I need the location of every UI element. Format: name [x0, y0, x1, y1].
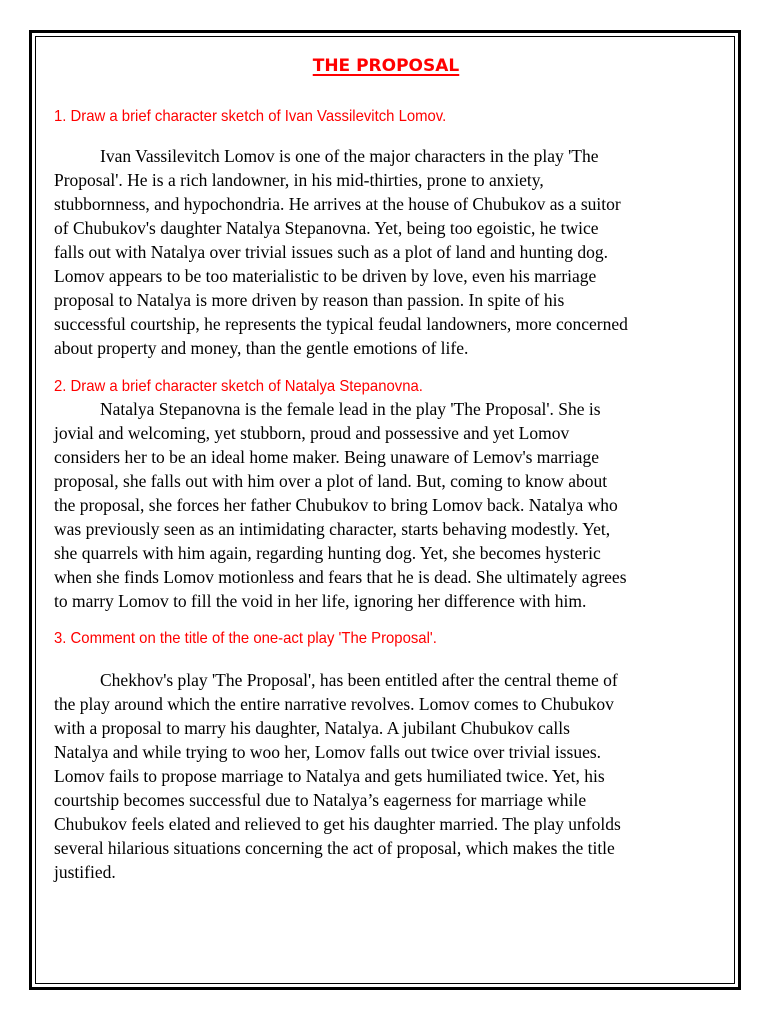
- question-3: 3. Comment on the title of the one-act play 'The Proposal'.: [54, 630, 437, 647]
- document-title: THE PROPOSAL: [312, 56, 460, 76]
- answer-line: of Chubukov's daughter Natalya Stepanovna. Yet, being too egoistic, he twice: [54, 218, 599, 238]
- answer-line: proposal to Natalya is more driven by reason than passion. In spite of his: [54, 290, 565, 310]
- document-body: [54, 52, 718, 884]
- answer-line: Chekhov's play 'The Proposal', has been entitled after the central theme of: [100, 670, 618, 690]
- question-1: 1. Draw a brief character sketch of Ivan Vassilevitch Lomov.: [54, 108, 447, 125]
- answer-line: Ivan Vassilevitch Lomov is one of the major characters in the play 'The: [100, 146, 599, 166]
- answer-2: [54, 397, 718, 613]
- answer-line: was previously seen as an intimidating character, starts behaving modestly. Yet,: [54, 519, 611, 539]
- answer-line: about property and money, than the gentle emotions of life.: [54, 338, 469, 358]
- answer-line: Natalya Stepanovna is the female lead in the play 'The Proposal'. She is: [100, 399, 601, 419]
- answer-line: she quarrels with him again, regarding hunting dog. Yet, she becomes hysteric: [54, 543, 601, 563]
- answer-line: considers her to be an ideal home maker. Being unaware of Lemov's marriage: [54, 447, 599, 467]
- answer-line: to marry Lomov to fill the void in her life, ignoring her difference with him.: [54, 591, 587, 611]
- question-2: 2. Draw a brief character sketch of Natalya Stepanovna.: [54, 378, 423, 395]
- answer-line: several hilarious situations concerning the act of proposal, which makes the title: [54, 838, 615, 858]
- answer-1: [54, 144, 718, 360]
- answer-line: the proposal, she forces her father Chubukov to bring Lomov back. Natalya who: [54, 495, 618, 515]
- answer-line: when she finds Lomov motionless and fears that he is dead. She ultimately agrees: [54, 567, 627, 587]
- answer-line: courtship becomes successful due to Natalya’s eagerness for marriage while: [54, 790, 587, 810]
- answer-line: Lomov fails to propose marriage to Natalya and gets humiliated twice. Yet, his: [54, 766, 605, 786]
- answer-line: Natalya and while trying to woo her, Lomov falls out twice over trivial issues.: [54, 742, 602, 762]
- answer-line: proposal, she falls out with him over a plot of land. But, coming to know about: [54, 471, 608, 491]
- answer-line: Chubukov feels elated and relieved to get his daughter married. The play unfolds: [54, 814, 621, 834]
- answer-line: Lomov appears to be too materialistic to be driven by love, even his marriage: [54, 266, 597, 286]
- answer-3: [54, 668, 718, 884]
- answer-line: falls out with Natalya over trivial issues such as a plot of land and hunting dog.: [54, 242, 609, 262]
- answer-line: the play around which the entire narrative revolves. Lomov comes to Chubukov: [54, 694, 614, 714]
- answer-line: Proposal'. He is a rich landowner, in his mid-thirties, prone to anxiety,: [54, 170, 544, 190]
- answer-line: justified.: [54, 862, 116, 882]
- answer-line: with a proposal to marry his daughter, Natalya. A jubilant Chubukov calls: [54, 718, 570, 738]
- answer-line: successful courtship, he represents the typical feudal landowners, more concerned: [54, 314, 628, 334]
- answer-line: stubbornness, and hypochondria. He arrives at the house of Chubukov as a suitor: [54, 194, 621, 214]
- answer-line: jovial and welcoming, yet stubborn, proud and possessive and yet Lomov: [54, 423, 570, 443]
